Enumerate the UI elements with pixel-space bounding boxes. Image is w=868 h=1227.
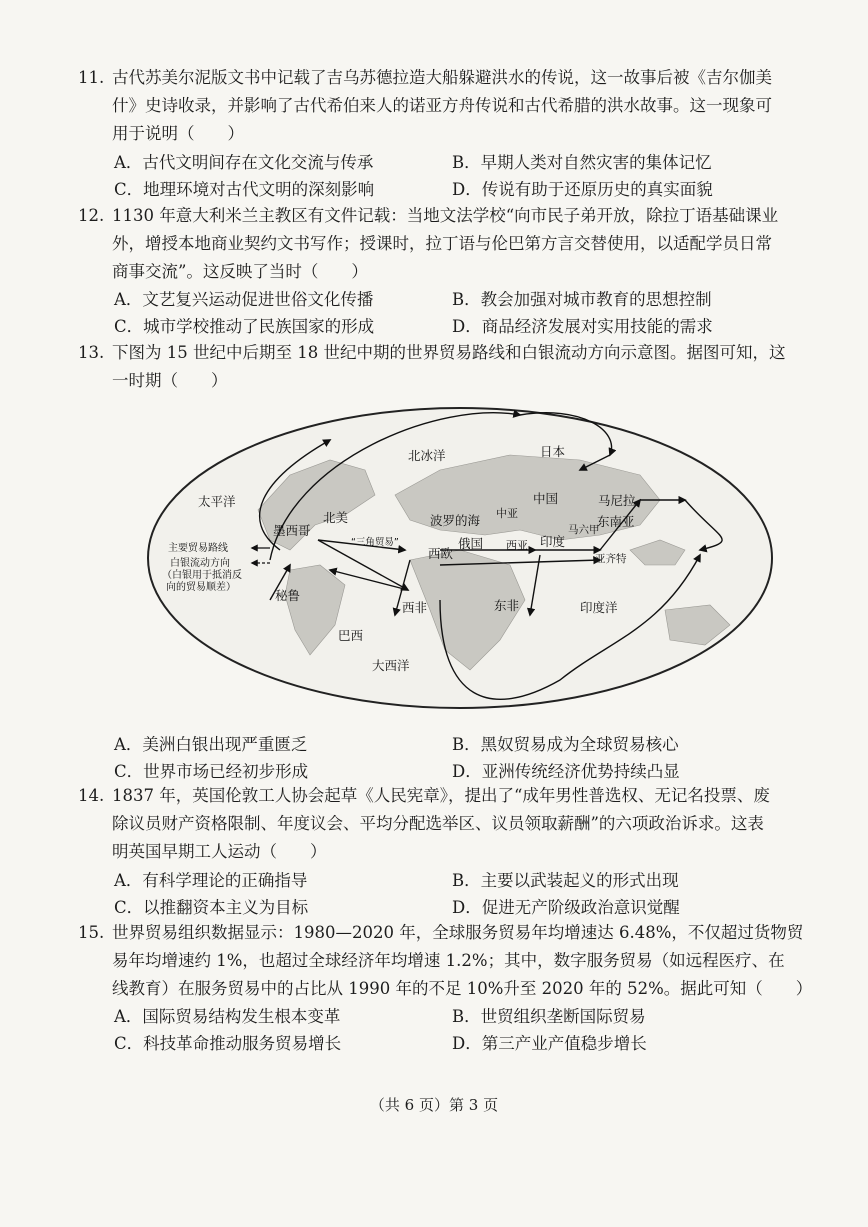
- option-c[interactable]: C．以推翻资本主义为目标: [114, 898, 309, 917]
- question-number: 14.: [78, 786, 105, 805]
- option-d[interactable]: D．亚洲传统经济优势持续凸显: [452, 762, 680, 781]
- label-indian-ocean: 印度洋: [580, 600, 618, 615]
- option-d[interactable]: D．第三产业产值稳步增长: [452, 1034, 647, 1053]
- question-stem-line: 外，增授本地商业契约文书写作；授课时，拉丁语与伦巴第方言交替使用，以适配学员日常: [112, 234, 772, 253]
- option-b[interactable]: B．教会加强对城市教育的思想控制: [452, 290, 712, 309]
- question-stem-line: 1130 年意大利米兰主教区有文件记载：当地文法学校“向市民子弟开放，除拉丁语基础课业: [112, 206, 779, 225]
- question-stem-line: 世界贸易组织数据显示：1980—2020 年，全球服务贸易年均增速达 6.48%，不仅超过货物贸: [112, 923, 804, 942]
- question-11: [78, 64, 798, 148]
- label-japan: 日本: [540, 444, 566, 459]
- question-stem-line: 1837 年，英国伦敦工人协会起草《人民宪章》，提出了“成年男性普选权、无记名投票、废: [112, 786, 770, 805]
- label-china: 中国: [533, 491, 559, 506]
- option-b[interactable]: B．早期人类对自然灾害的集体记忆: [452, 153, 712, 172]
- label-central-asia: 中亚: [496, 507, 518, 520]
- label-malacca: 马六甲: [568, 524, 600, 536]
- label-pacific: 太平洋: [198, 494, 236, 509]
- label-brazil: 巴西: [338, 628, 364, 643]
- legend-route-label: 主要贸易路线: [168, 543, 228, 554]
- question-12: [78, 202, 798, 286]
- question-stem-line: 除议员财产资格限制、年度议会、平均分配选举区、议员领取薪酬”的六项政治诉求。这表: [112, 814, 764, 833]
- label-west-europe: 西欧: [428, 546, 454, 561]
- question-number: 15.: [78, 923, 105, 942]
- question-stem-line: 下图为 15 世纪中后期至 18 世纪中期的世界贸易路线和白银流动方向示意图。据图可知，这: [112, 343, 786, 362]
- option-b[interactable]: B．主要以武装起义的形式出现: [452, 871, 679, 890]
- question-stem-line: 线教育）在服务贸易中的占比从 1990 年的不足 10%升至 2020 年的 52%。据此可知（ ）: [112, 979, 813, 998]
- option-a[interactable]: A．古代文明间存在文化交流与传承: [114, 153, 374, 172]
- question-stem-line: 明英国早期工人运动（ ）: [112, 842, 327, 861]
- question-stem-line: 易年均增速约 1%，也超过全球经济年均增速 1.2%；其中，数字服务贸易（如远程医疗、在: [112, 951, 785, 970]
- option-c[interactable]: C．科技革命推动服务贸易增长: [114, 1034, 342, 1053]
- label-manila: 马尼拉: [598, 493, 636, 508]
- question-stem-line: 古代苏美尔泥版文书中记载了吉乌苏德拉造大船躲避洪水的传说，这一故事后被《吉尔伽美: [112, 68, 772, 87]
- label-arctic: 北冰洋: [408, 448, 446, 463]
- legend-note-line2: 向的贸易顺差）: [166, 582, 236, 593]
- world-trade-map: [140, 400, 780, 720]
- label-east-africa: 东非: [494, 598, 520, 613]
- legend-silver-label: 白银流动方向: [170, 558, 230, 569]
- option-a[interactable]: A．文艺复兴运动促进世俗文化传播: [114, 290, 374, 309]
- question-number: 11.: [78, 68, 105, 87]
- label-india: 印度: [540, 534, 566, 549]
- option-c[interactable]: C．城市学校推动了民族国家的形成: [114, 317, 375, 336]
- label-russia: 俄国: [458, 536, 484, 551]
- label-peru: 秘鲁: [275, 588, 301, 603]
- legend-note-line1: （白银用于抵消反: [162, 570, 242, 581]
- question-14: [78, 782, 798, 866]
- label-west-asia: 西亚: [506, 539, 528, 552]
- option-a[interactable]: A．美洲白银出现严重匮乏: [114, 735, 308, 754]
- question-stem-line: 商事交流”。这反映了当时（ ）: [112, 262, 368, 281]
- option-a[interactable]: A．国际贸易结构发生根本变革: [114, 1007, 341, 1026]
- question-number: 12.: [78, 206, 105, 225]
- question-stem-line: 用于说明（ ）: [112, 124, 244, 143]
- label-triangle-trade: “三角贸易”: [351, 537, 399, 548]
- label-mexico: 墨西哥: [273, 523, 311, 538]
- option-d[interactable]: D．商品经济发展对实用技能的需求: [452, 317, 713, 336]
- label-java: 亚齐特: [595, 553, 627, 565]
- question-15: [78, 919, 813, 1003]
- option-b[interactable]: B．黑奴贸易成为全球贸易核心: [452, 735, 679, 754]
- question-13: [78, 339, 798, 395]
- question-stem-line: 什》史诗收录，并影响了古代希伯来人的诺亚方舟传说和古代希腊的洪水故事。这一现象可: [112, 96, 772, 115]
- option-b[interactable]: B．世贸组织垄断国际贸易: [452, 1007, 646, 1026]
- label-west-africa: 西非: [402, 600, 428, 615]
- question-stem-line: 一时期（ ）: [112, 371, 228, 390]
- option-d[interactable]: D．传说有助于还原历史的真实面貌: [452, 180, 713, 199]
- option-d[interactable]: D．促进无产阶级政治意识觉醒: [452, 898, 680, 917]
- label-baltic: 波罗的海: [430, 513, 481, 528]
- label-atlantic: 大西洋: [372, 658, 410, 673]
- option-c[interactable]: C．地理环境对古代文明的深刻影响: [114, 180, 375, 199]
- label-southeast-asia: 东南亚: [597, 514, 635, 529]
- option-c[interactable]: C．世界市场已经初步形成: [114, 762, 309, 781]
- question-number: 13.: [78, 343, 105, 362]
- option-a[interactable]: A．有科学理论的正确指导: [114, 871, 308, 890]
- page-footer: （共 6 页）第 3 页: [369, 1096, 499, 1114]
- label-north-america: 北美: [323, 510, 349, 525]
